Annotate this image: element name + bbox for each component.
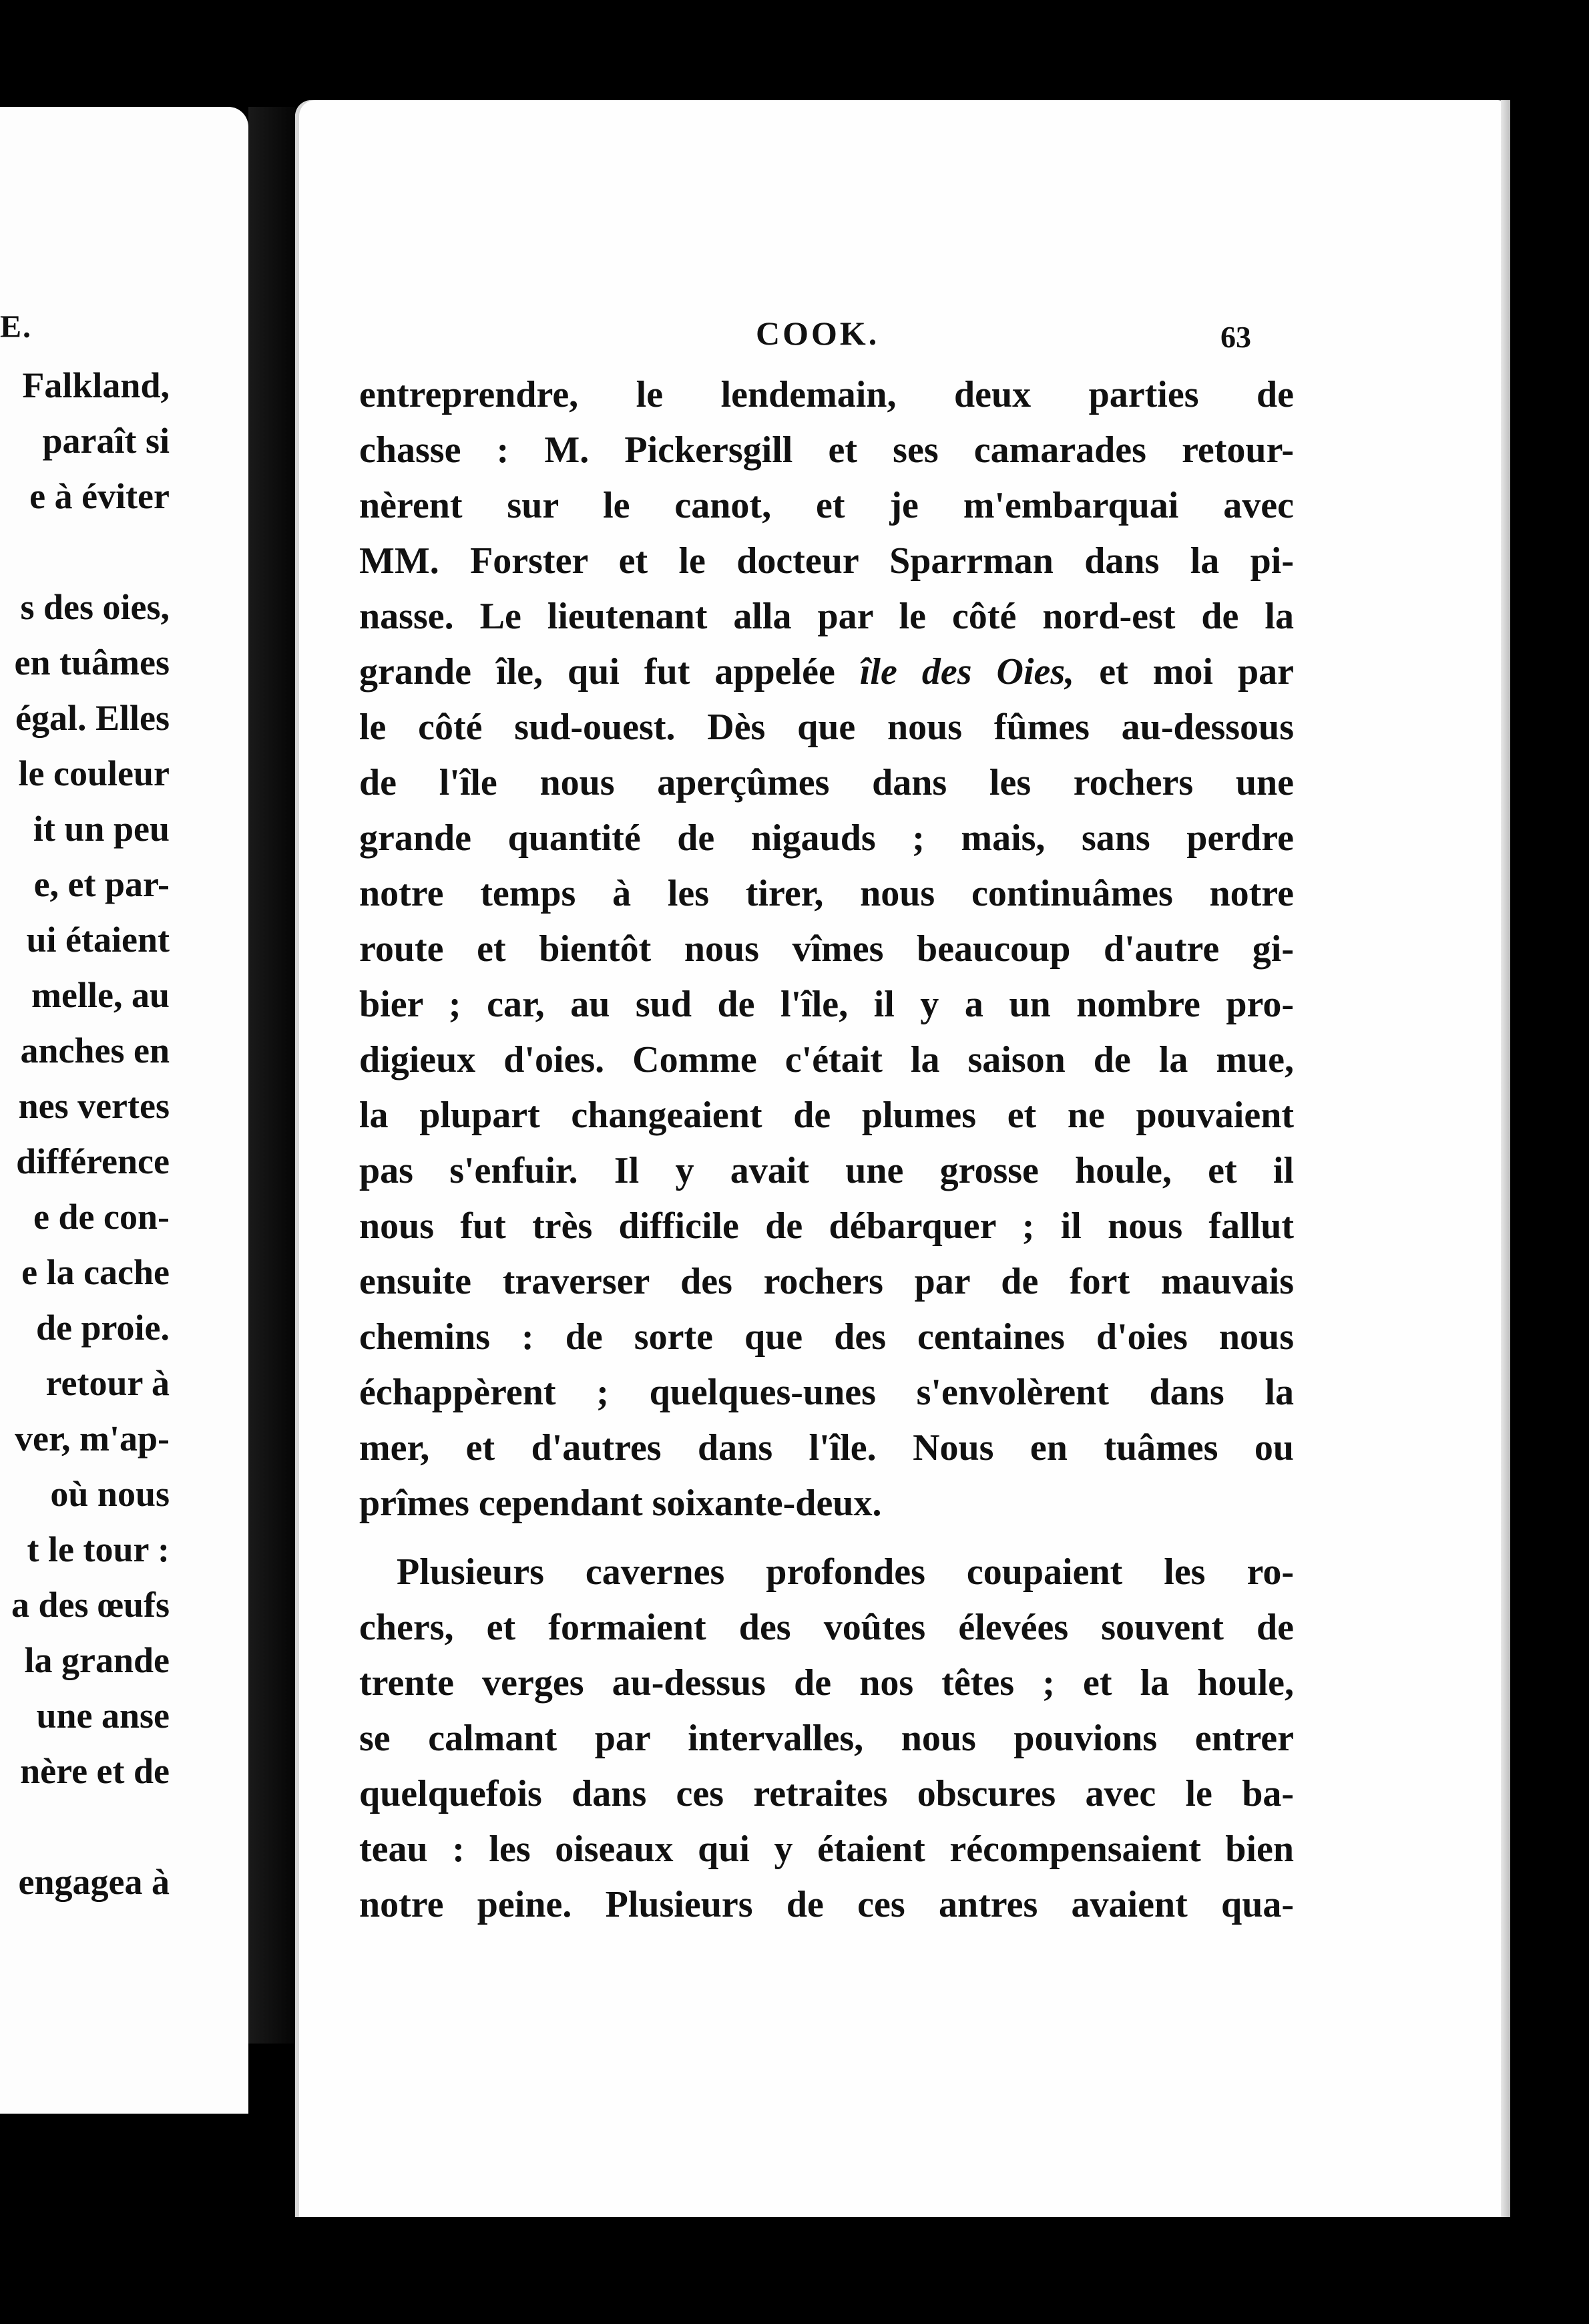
text-line: chemins : de sorte que des centaines d'oies nous xyxy=(359,1316,1294,1358)
text-line: anches en xyxy=(20,1030,170,1071)
text-line: e, et par- xyxy=(33,864,170,904)
text-line: quelquefois dans ces retraites obscures avec le ba- xyxy=(359,1773,1294,1814)
text-line: nous fut très difficile de débarquer ; il nous fallut xyxy=(359,1205,1294,1247)
text-line: prîmes cependant soixante-deux. xyxy=(359,1483,882,1524)
text-line: grande quantité de nigauds ; mais, sans perdre xyxy=(359,817,1294,859)
text-line: pas s'enfuir. Il y avait une grosse houle, et il xyxy=(359,1150,1294,1191)
text-line: t le tour : xyxy=(27,1529,170,1569)
text-line: s des oies, xyxy=(20,587,170,627)
page-number: 63 xyxy=(1220,320,1251,354)
text-line-with-italic xyxy=(359,644,1294,700)
text-line: ver, m'ap- xyxy=(15,1418,170,1459)
text-line xyxy=(0,1799,170,1855)
text-line: MM. Forster et le docteur Sparrman dans la pi- xyxy=(359,540,1294,582)
text-line: a des œufs xyxy=(11,1585,170,1625)
text-line: la grande xyxy=(24,1640,170,1680)
text-line: nèrent sur le canot, et je m'embarquai avec xyxy=(359,485,1294,526)
text-line: e de con- xyxy=(33,1197,170,1237)
text-line: entreprendre, le lendemain, deux parties de xyxy=(359,374,1294,415)
text-line: Falkland, xyxy=(22,365,170,405)
text-segment: grande île, qui fut appelée xyxy=(359,651,835,693)
text-line: notre temps à les tirer, nous continuâmes notre xyxy=(359,873,1294,914)
text-line: le côté sud-ouest. Dès que nous fûmes au-dessous xyxy=(359,707,1294,748)
text-line: chers, et formaient des voûtes élevées souvent de xyxy=(359,1607,1294,1648)
text-line: melle, au xyxy=(31,975,170,1015)
text-line: se calmant par intervalles, nous pouvions entrer xyxy=(359,1718,1294,1759)
text-line xyxy=(0,524,170,580)
running-head: COOK. xyxy=(756,315,880,352)
text-line: le couleur xyxy=(18,753,170,793)
body-text xyxy=(359,367,1294,1933)
text-line: ensuite traverser des rochers par de fort mauvais xyxy=(359,1261,1294,1302)
page-edge xyxy=(1501,100,1510,2217)
text-line: e à éviter xyxy=(29,476,170,516)
text-line: chasse : M. Pickersgill et ses camarades retour- xyxy=(359,429,1294,471)
book-gutter xyxy=(248,107,295,2044)
text-line: une anse xyxy=(36,1696,170,1736)
text-line: paraît si xyxy=(42,421,170,461)
text-line: la plupart changeaient de plumes et ne pouvaient xyxy=(359,1095,1294,1136)
italic-place-name: île des Oies, xyxy=(859,651,1075,693)
text-line: route et bientôt nous vîmes beaucoup d'autre gi- xyxy=(359,928,1294,970)
text-line: teau : les oiseaux qui y étaient récompensaient bien xyxy=(359,1828,1294,1870)
text-line: notre peine. Plusieurs de ces antres avaient qua- xyxy=(359,1884,1294,1925)
paragraph-gap xyxy=(359,1531,1294,1545)
text-line: it un peu xyxy=(33,809,170,849)
text-line: ui étaient xyxy=(26,920,170,960)
current-page xyxy=(295,100,1510,2217)
previous-page xyxy=(0,107,248,2114)
text-line: différence xyxy=(16,1141,170,1181)
text-line: trente verges au-dessus de nos têtes ; et la houle, xyxy=(359,1662,1294,1704)
text-segment: et moi par xyxy=(1099,651,1294,693)
text-line: de proie. xyxy=(36,1308,170,1348)
text-line: nasse. Le lieutenant alla par le côté nord-est de la xyxy=(359,596,1294,637)
text-line: nère et de xyxy=(20,1751,170,1791)
text-line: Plusieurs cavernes profondes coupaient les ro- xyxy=(397,1551,1294,1593)
text-line: e la cache xyxy=(21,1252,170,1292)
text-line: mer, et d'autres dans l'île. Nous en tuâmes ou xyxy=(359,1427,1294,1469)
text-line: engagea à xyxy=(18,1862,170,1902)
previous-page-text xyxy=(0,358,170,1910)
text-line: où nous xyxy=(50,1474,170,1514)
text-line: digieux d'oies. Comme c'était la saison de la mue, xyxy=(359,1039,1294,1081)
previous-page-header: E. xyxy=(0,309,33,345)
text-line: nes vertes xyxy=(18,1086,170,1126)
text-line: de l'île nous aperçûmes dans les rochers une xyxy=(359,762,1294,803)
text-line: en tuâmes xyxy=(14,642,170,683)
text-line: bier ; car, au sud de l'île, il y a un nombre pro- xyxy=(359,984,1294,1025)
text-line: égal. Elles xyxy=(15,698,170,738)
text-line: retour à xyxy=(45,1363,170,1403)
text-line: échappèrent ; quelques-unes s'envolèrent dans la xyxy=(359,1372,1294,1413)
